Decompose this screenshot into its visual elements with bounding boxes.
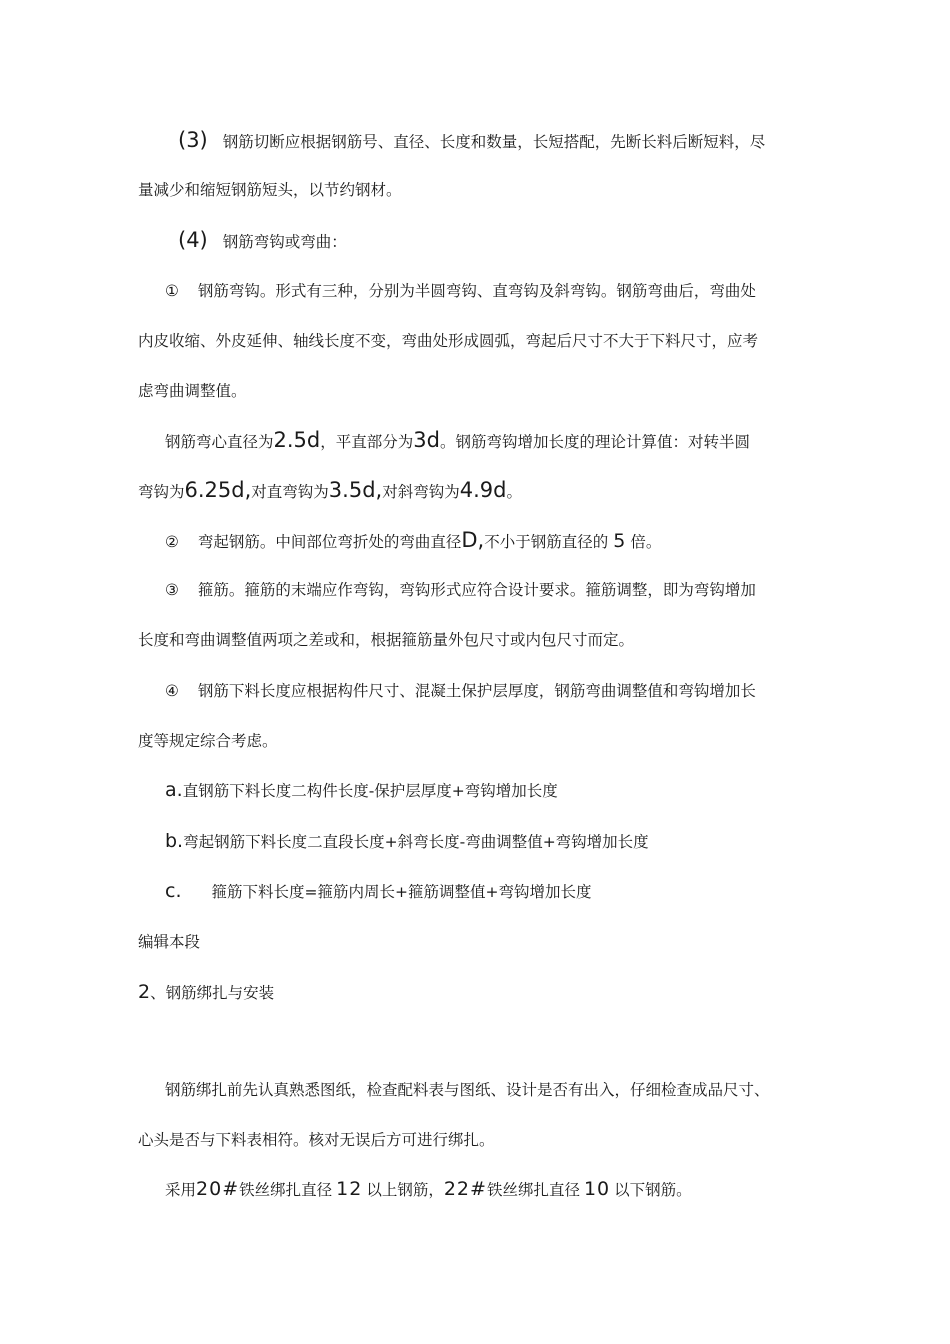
- binding-line-1: 钢筋绑扎前先认真熟悉图纸，检查配料表与图纸、设计是否有出入，仔细检查成品尺寸、: [165, 1081, 770, 1099]
- paragraph-4: (4) 钢筋弯钩或弯曲：: [178, 228, 347, 252]
- item-3-line-2: 长度和弯曲调整值两项之差或和，根据箍筋量外包尺寸或内包尺寸而定。: [138, 631, 635, 649]
- item-marker: ③: [165, 581, 179, 599]
- paragraph-3-line-1: (3) 钢筋切断应根据钢筋号、直径、长度和数量，长短搭配，先断长料后断短料，尽: [178, 128, 766, 152]
- section-2-heading: 2、钢筋绑扎与安装: [138, 981, 275, 1003]
- binding-line-2: 心头是否与下料表相符。核对无误后方可进行绑扎。: [138, 1131, 495, 1149]
- item-4-line-2: 度等规定综合考虑。: [138, 732, 278, 750]
- formula-b: b.弯起钢筋下料长度二直段长度+斜弯长度-弯曲调整值+弯钩增加长度: [165, 830, 649, 852]
- paragraph-3-line-2: 量减少和缩短钢筋短头，以节约钢材。: [138, 181, 402, 199]
- paragraph-marker: (3): [178, 128, 208, 152]
- item-marker: ①: [165, 282, 179, 300]
- paragraph-marker: (4): [178, 228, 208, 252]
- edit-section-link[interactable]: 编辑本段: [138, 933, 201, 951]
- item-2: ② 弯起钢筋。中间部位弯折处的弯曲直径D,不小于钢筋直径的 5 倍。: [165, 528, 662, 552]
- item-marker: ④: [165, 682, 179, 700]
- item-4-line-1: ④ 钢筋下料长度应根据构件尺寸、混凝土保护层厚度，钢筋弯曲调整值和弯钩增加长: [165, 682, 756, 700]
- calc-line-1: 钢筋弯心直径为2.5d，平直部分为3d。钢筋弯钩增加长度的理论计算值：对转半圆: [165, 428, 750, 452]
- wire-spec: 采用20#铁丝绑扎直径 12 以上钢筋，22#铁丝绑扎直径 10 以下钢筋。: [165, 1178, 692, 1200]
- item-3-line-1: ③ 箍筋。箍筋的末端应作弯钩，弯钩形式应符合设计要求。箍筋调整，即为弯钩增加: [165, 581, 756, 599]
- formula-c: c. 箍筋下料长度=箍筋内周长+箍筋调整值+弯钩增加长度: [165, 880, 592, 902]
- item-1-line-3: 虑弯曲调整值。: [138, 382, 247, 400]
- item-marker: ②: [165, 533, 179, 551]
- formula-a: a.直钢筋下料长度二构件长度-保护层厚度+弯钩增加长度: [165, 779, 558, 801]
- item-1-line-2: 内皮收缩、外皮延伸、轴线长度不变，弯曲处形成圆弧，弯起后尺寸不大于下料尺寸，应考: [138, 332, 759, 350]
- item-1-line-1: ① 钢筋弯钩。形式有三种，分别为半圆弯钩、直弯钩及斜弯钩。钢筋弯曲后，弯曲处: [165, 282, 756, 300]
- calc-line-2: 弯钩为6.25d,对直弯钩为3.5d,对斜弯钩为4.9d。: [138, 478, 522, 502]
